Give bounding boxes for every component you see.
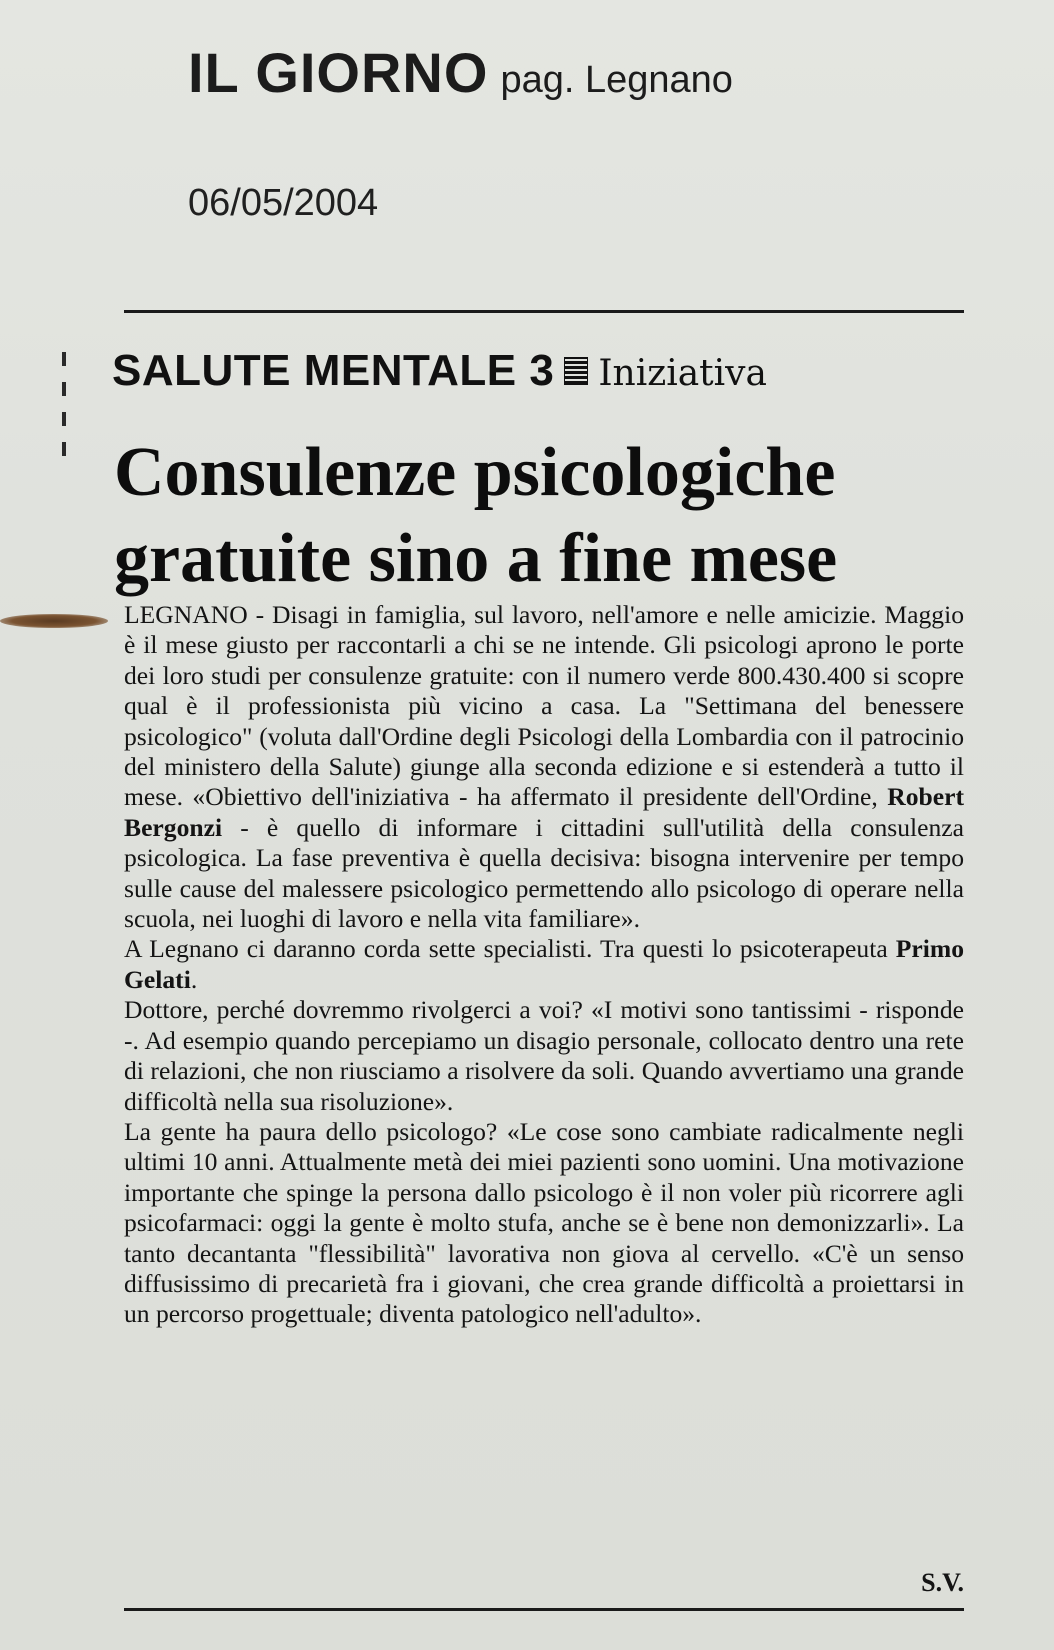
person-name-bergonzi: Robert Bergonzi [124,782,964,842]
clipping-date: 06/05/2004 [188,182,379,224]
article-body [124,600,964,1590]
paragraph-3: Dottore, perché dovremmo rivolgerci a voi? «I motivi sono tantissimi - risponde -. Ad esempio quando percepiamo un disagio personale, collocato dentro una rete di relazioni, che non riusciamo a risolvere da soli. Quando avvertiamo una grande difficoltà nella sua risoluzione». [124,995,964,1116]
paragraph-2 [124,934,964,995]
bottom-rule [124,1608,964,1611]
paragraph-4: La gente ha paura dello psicologo? «Le cose sono cambiate radicalmente negli ultimi 10 anni. Attualmente metà dei miei pazienti sono uomini. Una motivazione importante che spinge la persona dallo psicologo è il non voler più ricorrere agli psicofarmaci: oggi la gente è molto stufa, anche se è bene non demonizzarli». La tanto decantanta "flessibilità" lavorativa non giova al cervello. «C'è un senso diffusissimo di precarietà fra i giovani, che crea grande difficoltà a proiettarsi in un percorso progettuale; diventa patologico nell'adulto». [124,1116,964,1329]
headline-line-1: Consulenze psicologiche [114,434,836,511]
square-bullet-icon [564,357,588,385]
paragraph-1 [124,600,964,934]
newspaper-name: IL GIORNO [188,41,489,104]
paper-stain [0,614,108,628]
paragraph-2-text-a: A Legnano ci daranno corda sette specialisti. Tra questi lo psicoterapeuta [124,934,888,964]
person-name-gelati: Primo Gelati [124,934,964,994]
page-reference: pag. Legnano [500,59,733,101]
article-kicker [112,346,962,396]
article-headline [114,430,974,602]
clipping-header [188,40,733,105]
section-title: SALUTE MENTALE 3 [112,346,555,395]
margin-marks [62,352,66,472]
top-rule [124,310,964,313]
section-label: Iniziativa [598,353,767,394]
author-byline: S.V. [921,1568,964,1597]
paragraph-1-text-b: - è quello di informare i cittadini sull'utilità della consulenza psicologica. La fase preventiva è quella decisiva: bisogna intervenire per tempo sulle cause del malessere psicologico permettendo allo psicologo di operare nella scuola, nei luoghi di lavoro e nella vita familiare». [124,812,964,934]
headline-line-2: gratuite sino a fine mese [114,520,838,597]
paragraph-1-text-a: LEGNANO - Disagi in famiglia, sul lavoro, nell'amore e nelle amicizie. Maggio è il mese giusto per raccontarli a chi se ne intende. Gli psicologi aprono le porte dei loro studi per consulenze gratuite: con il numero verde 800.430.400 si scopre qual è il professionista più vicino a casa. La "Settimana del benessere psicologico" (voluta dall'Ordine degli Psicologi della Lombardia con il patrocinio del ministero della Salute) giunge alla seconda edizione e si estenderà a tutto il mese. «Obiettivo dell'iniziativa - ha affermato il presidente dell'Ordine, [124,600,964,812]
paragraph-2-text-b: . [190,964,198,994]
